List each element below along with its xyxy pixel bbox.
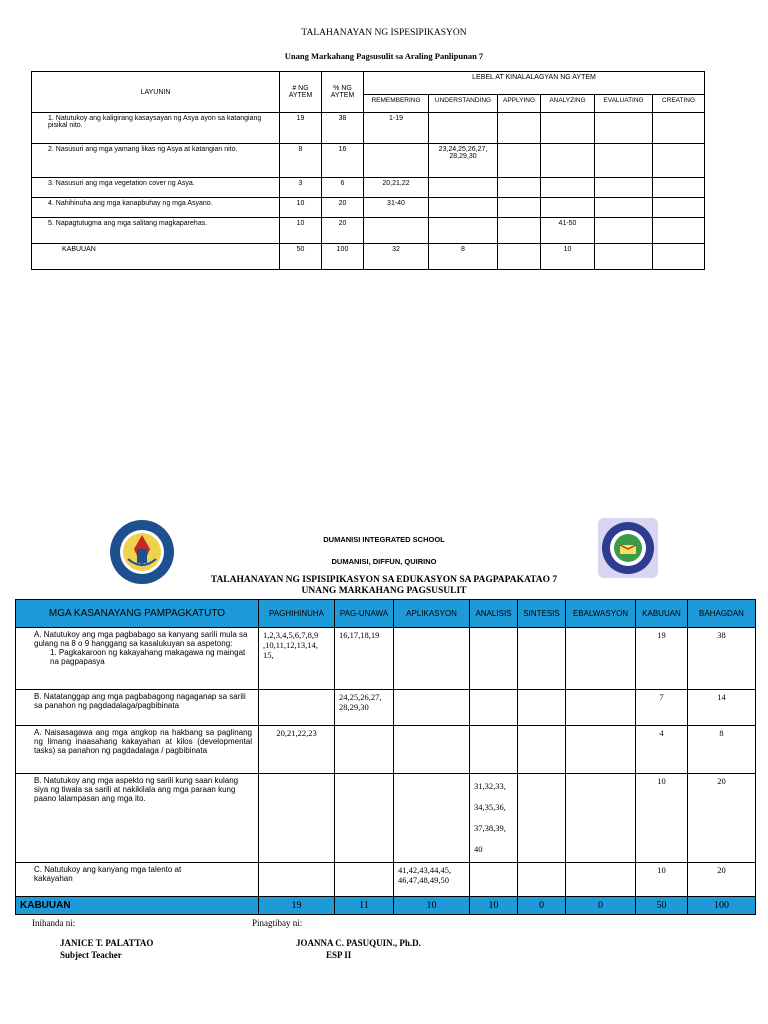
header-ebalwasyon: EBALWASYON [566,600,636,628]
pag-unawa-cell [335,726,394,774]
analisis-cell [470,690,518,726]
header-kabuuan: KABUUAN [636,600,688,628]
pct-cell: 38 [322,113,364,144]
pag-unawa-cell [335,774,394,863]
analisis-line: 31,32,33, [474,781,506,791]
total-bahagdan: 100 [688,897,756,915]
header-sintesis: SINTESIS [518,600,566,628]
total-label: KABUUAN [32,244,280,270]
total-level: 8 [429,244,498,270]
school-address: DUMANISI, DIFFUN, QUIRINO [331,557,437,566]
total-analisis: 10 [470,897,518,915]
doc1-title: TALAHANAYAN NG ISPESIPIKASYON [301,28,467,38]
level-cell [653,113,705,144]
header-ng-aytem: # NG AYTEM [280,72,322,113]
aplikasyon-cell [394,774,470,863]
level-cell [595,144,653,178]
pag-unawa-cell [335,863,394,897]
aytem-cell: 3 [280,178,322,198]
level-cell [595,178,653,198]
total-level [595,244,653,270]
level-cell [498,113,541,144]
skill-text: A. Naisasagawa ang mga angkop na hakbang sa paglinang ng limang inaasahang kakayahan at kilos (developmental tasks) sa panahon ng pagdadalaga / pagbibinata [34,728,252,755]
skill-text: B. Natatanggap ang mga pagbabagong nagaganap sa sarili sa panahon ng pagdadalaga/pagbibinata [34,692,246,710]
layunin-cell: 5. Napagtutugma ang mga salitang magkaparehas. [32,218,280,244]
total-level [498,244,541,270]
table-row [32,218,705,244]
total-row [16,897,756,915]
table-row [32,198,705,218]
prepared-name: JANICE T. PALATTAO [60,938,154,948]
table-row [16,690,756,726]
analisis-cell [470,863,518,897]
bahagdan-cell: 8 [688,726,756,774]
checked-name: JOANNA C. PASUQUIN., Ph.D. [296,938,421,948]
analisis-line: 40 [474,844,483,854]
ebalwasyon-cell [566,863,636,897]
total-level: 10 [541,244,595,270]
table-row [16,774,756,863]
level-cell [364,144,429,178]
kabuuan-cell: 10 [636,863,688,897]
skill-text: B. Natutukoy ang mga aspekto ng sarili kung saan kulang siya ng tiwala sa sarili at nakikilala ang mga paraan kung paano lalampasan ang mga ito. [34,776,239,803]
sintesis-cell [518,628,566,690]
analisis-cell [470,774,518,863]
header-bahagdan: BAHAGDAN [688,600,756,628]
total-paghihinuha: 19 [259,897,335,915]
aytem-cell: 10 [280,198,322,218]
sintesis-cell [518,863,566,897]
kabuuan-cell: 19 [636,628,688,690]
pct-cell: 16 [322,144,364,178]
paghihinuha-cell [259,863,335,897]
total-pct: 100 [322,244,364,270]
school-seal-logo [598,518,658,578]
paghihinuha-cell: 20,21,22,23 [259,726,335,774]
bahagdan-cell: 20 [688,863,756,897]
level-cell: 1-19 [364,113,429,144]
table-row [16,863,756,897]
table-row [32,113,705,144]
analisis-cell [470,628,518,690]
level-cell [429,178,498,198]
level-cell: 41-50 [541,218,595,244]
total-level [653,244,705,270]
skill-subtext: 1. Pagkakaroon ng kakayahang makagawa ng maingat na pagpapasya [50,648,246,666]
checked-role: ESP II [326,950,352,960]
kabuuan-cell: 7 [636,690,688,726]
level-cell [653,198,705,218]
total-row [32,244,705,270]
level-cell: 20,21,22 [364,178,429,198]
checked-label: Pinagtibay ni: [252,918,303,928]
level-cell [429,198,498,218]
sintesis-cell [518,774,566,863]
sintesis-cell [518,726,566,774]
level-cell [541,144,595,178]
header-pct-aytem: % NG AYTEM [322,72,364,113]
ebalwasyon-cell [566,726,636,774]
header-lebel: LEBEL AT KINALALAGYAN NG AYTEM [364,72,705,95]
total-level: 32 [364,244,429,270]
header-aplikasyon: APLIKASYON [394,600,470,628]
school-name: DUMANISI INTEGRATED SCHOOL [323,535,445,544]
level-cell [541,198,595,218]
total-pag-unawa: 11 [335,897,394,915]
total-label: KABUUAN [16,897,259,915]
bahagdan-cell: 20 [688,774,756,863]
skill-text: A. Natutukoy ang mga pagbabago sa kanyang sarili mula sa gulang na 8 o 9 hanggang sa kasalukuyan sa aspetong: [34,630,248,648]
layunin-cell: 4. Nahihinuha ang mga kanapbuhay ng mga Asyano. [32,198,280,218]
header-analisis: ANALISIS [470,600,518,628]
layunin-cell: 3. Nasusuri ang mga vegetation cover ng Asya. [32,178,280,198]
aytem-cell: 19 [280,113,322,144]
header-layunin: LAYUNIN [32,72,280,113]
level-cell [498,198,541,218]
table-row [32,144,705,178]
level-cell [498,218,541,244]
level-cell [541,113,595,144]
pct-cell: 20 [322,198,364,218]
doc2-spec-table [15,599,756,915]
table-row [16,726,756,774]
level-cell [364,218,429,244]
doc1-subtitle: Unang Markahang Pagsusulit sa Araling Panlipunan 7 [284,51,484,61]
header-applying: APPLYING [498,95,541,113]
level-cell [541,178,595,198]
level-cell: 31-40 [364,198,429,218]
header-remembering: REMEMBERING [364,95,429,113]
table-row [32,178,705,198]
bahagdan-cell: 38 [688,628,756,690]
table-row [16,628,756,690]
total-ebalwasyon: 0 [566,897,636,915]
doc2-title: TALAHANAYAN NG ISPISIPIKASYON SA EDUKASYON SA PAGPAPAKATAO 7 [210,575,558,585]
ebalwasyon-cell [566,628,636,690]
prepared-label: Inihanda ni: [32,918,76,928]
paghihinuha-cell [259,690,335,726]
level-cell [498,178,541,198]
aplikasyon-cell [394,726,470,774]
total-aytem: 50 [280,244,322,270]
level-cell [653,144,705,178]
level-cell [498,144,541,178]
analisis-line: 34,35,36, [474,802,506,812]
ebalwasyon-cell [566,690,636,726]
aytem-cell: 8 [280,144,322,178]
sintesis-cell [518,690,566,726]
analisis-line: 37,38,39, [474,823,506,833]
kabuuan-cell: 4 [636,726,688,774]
analisis-cell [470,726,518,774]
pag-unawa-cell: 24,25,26,27, 28,29,30 [335,690,394,726]
header-understanding: UNDERSTANDING [429,95,498,113]
level-cell [429,113,498,144]
aplikasyon-cell [394,628,470,690]
skill-text: C. Natutukoy ang kanyang mga talento at kakayahan [34,865,182,883]
level-cell [653,218,705,244]
layunin-cell: 1. Natutukoy ang kaligirang kasaysayan ng Asya ayon sa katangiang pisikal nito. [32,113,280,144]
paghihinuha-cell: 1,2,3,4,5,6,7,8,9 ,10,11,12,13,14, 15, [259,628,335,690]
level-cell: 23,24,25,26,27, 28,29,30 [429,144,498,178]
kabuuan-cell: 10 [636,774,688,863]
total-kabuuan: 50 [636,897,688,915]
doc2-subtitle: UNANG MARKAHANG PAGSUSULIT [301,586,467,596]
pct-cell: 6 [322,178,364,198]
header-analyzing: ANALYZING [541,95,595,113]
level-cell [429,218,498,244]
level-cell [595,113,653,144]
total-sintesis: 0 [518,897,566,915]
header-pag-unawa: PAG-UNAWA [335,600,394,628]
layunin-cell: 2. Nasusuri ang mga yamang likas ng Asya at katangian nito. [32,144,280,178]
header-evaluating: EVALUATING [595,95,653,113]
level-cell [595,218,653,244]
bahagdan-cell: 14 [688,690,756,726]
header-kasanayan: MGA KASANAYANG PAMPAGKATUTO [16,600,259,628]
prepared-role: Subject Teacher [60,950,122,960]
aplikasyon-cell [394,690,470,726]
pct-cell: 20 [322,218,364,244]
paghihinuha-cell [259,774,335,863]
total-aplikasyon: 10 [394,897,470,915]
pag-unawa-cell: 16,17,18,19 [335,628,394,690]
doc1-spec-table [31,71,705,270]
level-cell [653,178,705,198]
header-paghihinuha: PAGHIHINUHA [259,600,335,628]
aytem-cell: 10 [280,218,322,244]
aplikasyon-cell: 41,42,43,44,45, 46,47,48,49,50 [394,863,470,897]
ebalwasyon-cell [566,774,636,863]
header-creating: CREATING [653,95,705,113]
level-cell [595,198,653,218]
